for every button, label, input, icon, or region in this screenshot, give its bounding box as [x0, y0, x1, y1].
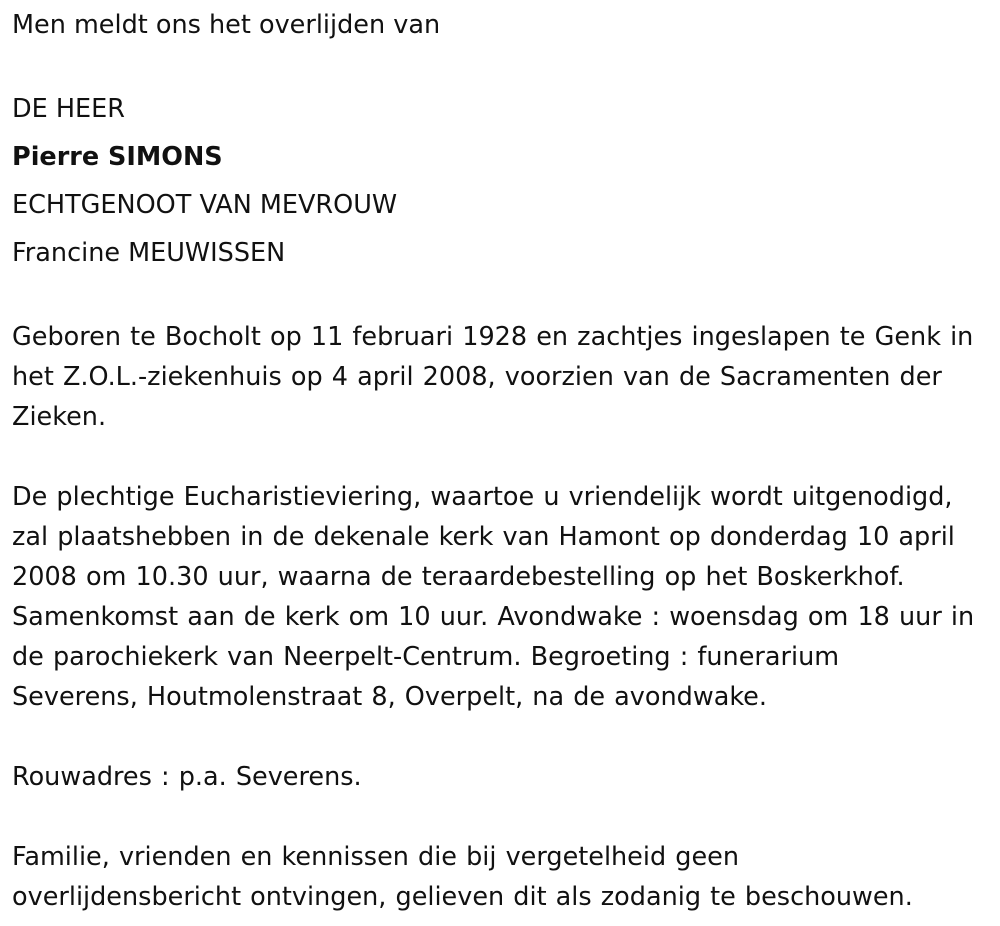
family-line: Familie, vrienden en kennissen die bij vergetelheid geen	[12, 842, 739, 872]
birth-line: het Z.O.L.-ziekenhuis op 4 april 2008, voorzien van de Sacramenten der	[12, 362, 942, 392]
ceremony-line: Samenkomst aan de kerk om 10 uur. Avondwake : woensdag om 18 uur in	[12, 602, 975, 632]
honorific: DE HEER	[12, 94, 125, 124]
ceremony-line: De plechtige Eucharistieviering, waartoe u vriendelijk wordt uitgenodigd,	[12, 482, 953, 512]
spacer	[12, 797, 997, 837]
ceremony-line: de parochiekerk van Neerpelt-Centrum. Begroeting : funerarium	[12, 642, 840, 672]
ceremony-line: zal plaatshebben in de dekenale kerk van Hamont op donderdag 10 april	[12, 522, 955, 552]
spouse-name: Francine MEUWISSEN	[12, 238, 286, 268]
family-line: overlijdensbericht ontvingen, gelieven dit als zodanig te beschouwen.	[12, 882, 913, 912]
ceremony-paragraph	[12, 477, 997, 717]
birth-paragraph	[12, 317, 997, 437]
birth-line: Geboren te Bocholt op 11 februari 1928 en zachtjes ingeslapen te Genk in	[12, 322, 974, 352]
deceased-name: Pierre SIMONS	[12, 142, 223, 172]
mourning-address: Rouwadres : p.a. Severens.	[12, 762, 362, 792]
spacer	[12, 277, 997, 317]
spacer	[12, 437, 997, 477]
spacer	[12, 45, 997, 85]
intro-text: Men meldt ons het overlijden van	[12, 10, 441, 40]
death-notice	[12, 0, 997, 917]
birth-line: Zieken.	[12, 402, 107, 432]
family-paragraph	[12, 837, 997, 917]
spacer	[12, 717, 997, 757]
ceremony-line: 2008 om 10.30 uur, waarna de teraardebestelling op het Boskerkhof.	[12, 562, 905, 592]
ceremony-line: Severens, Houtmolenstraat 8, Overpelt, na de avondwake.	[12, 682, 767, 712]
spouse-label: ECHTGENOOT VAN MEVROUW	[12, 190, 398, 220]
